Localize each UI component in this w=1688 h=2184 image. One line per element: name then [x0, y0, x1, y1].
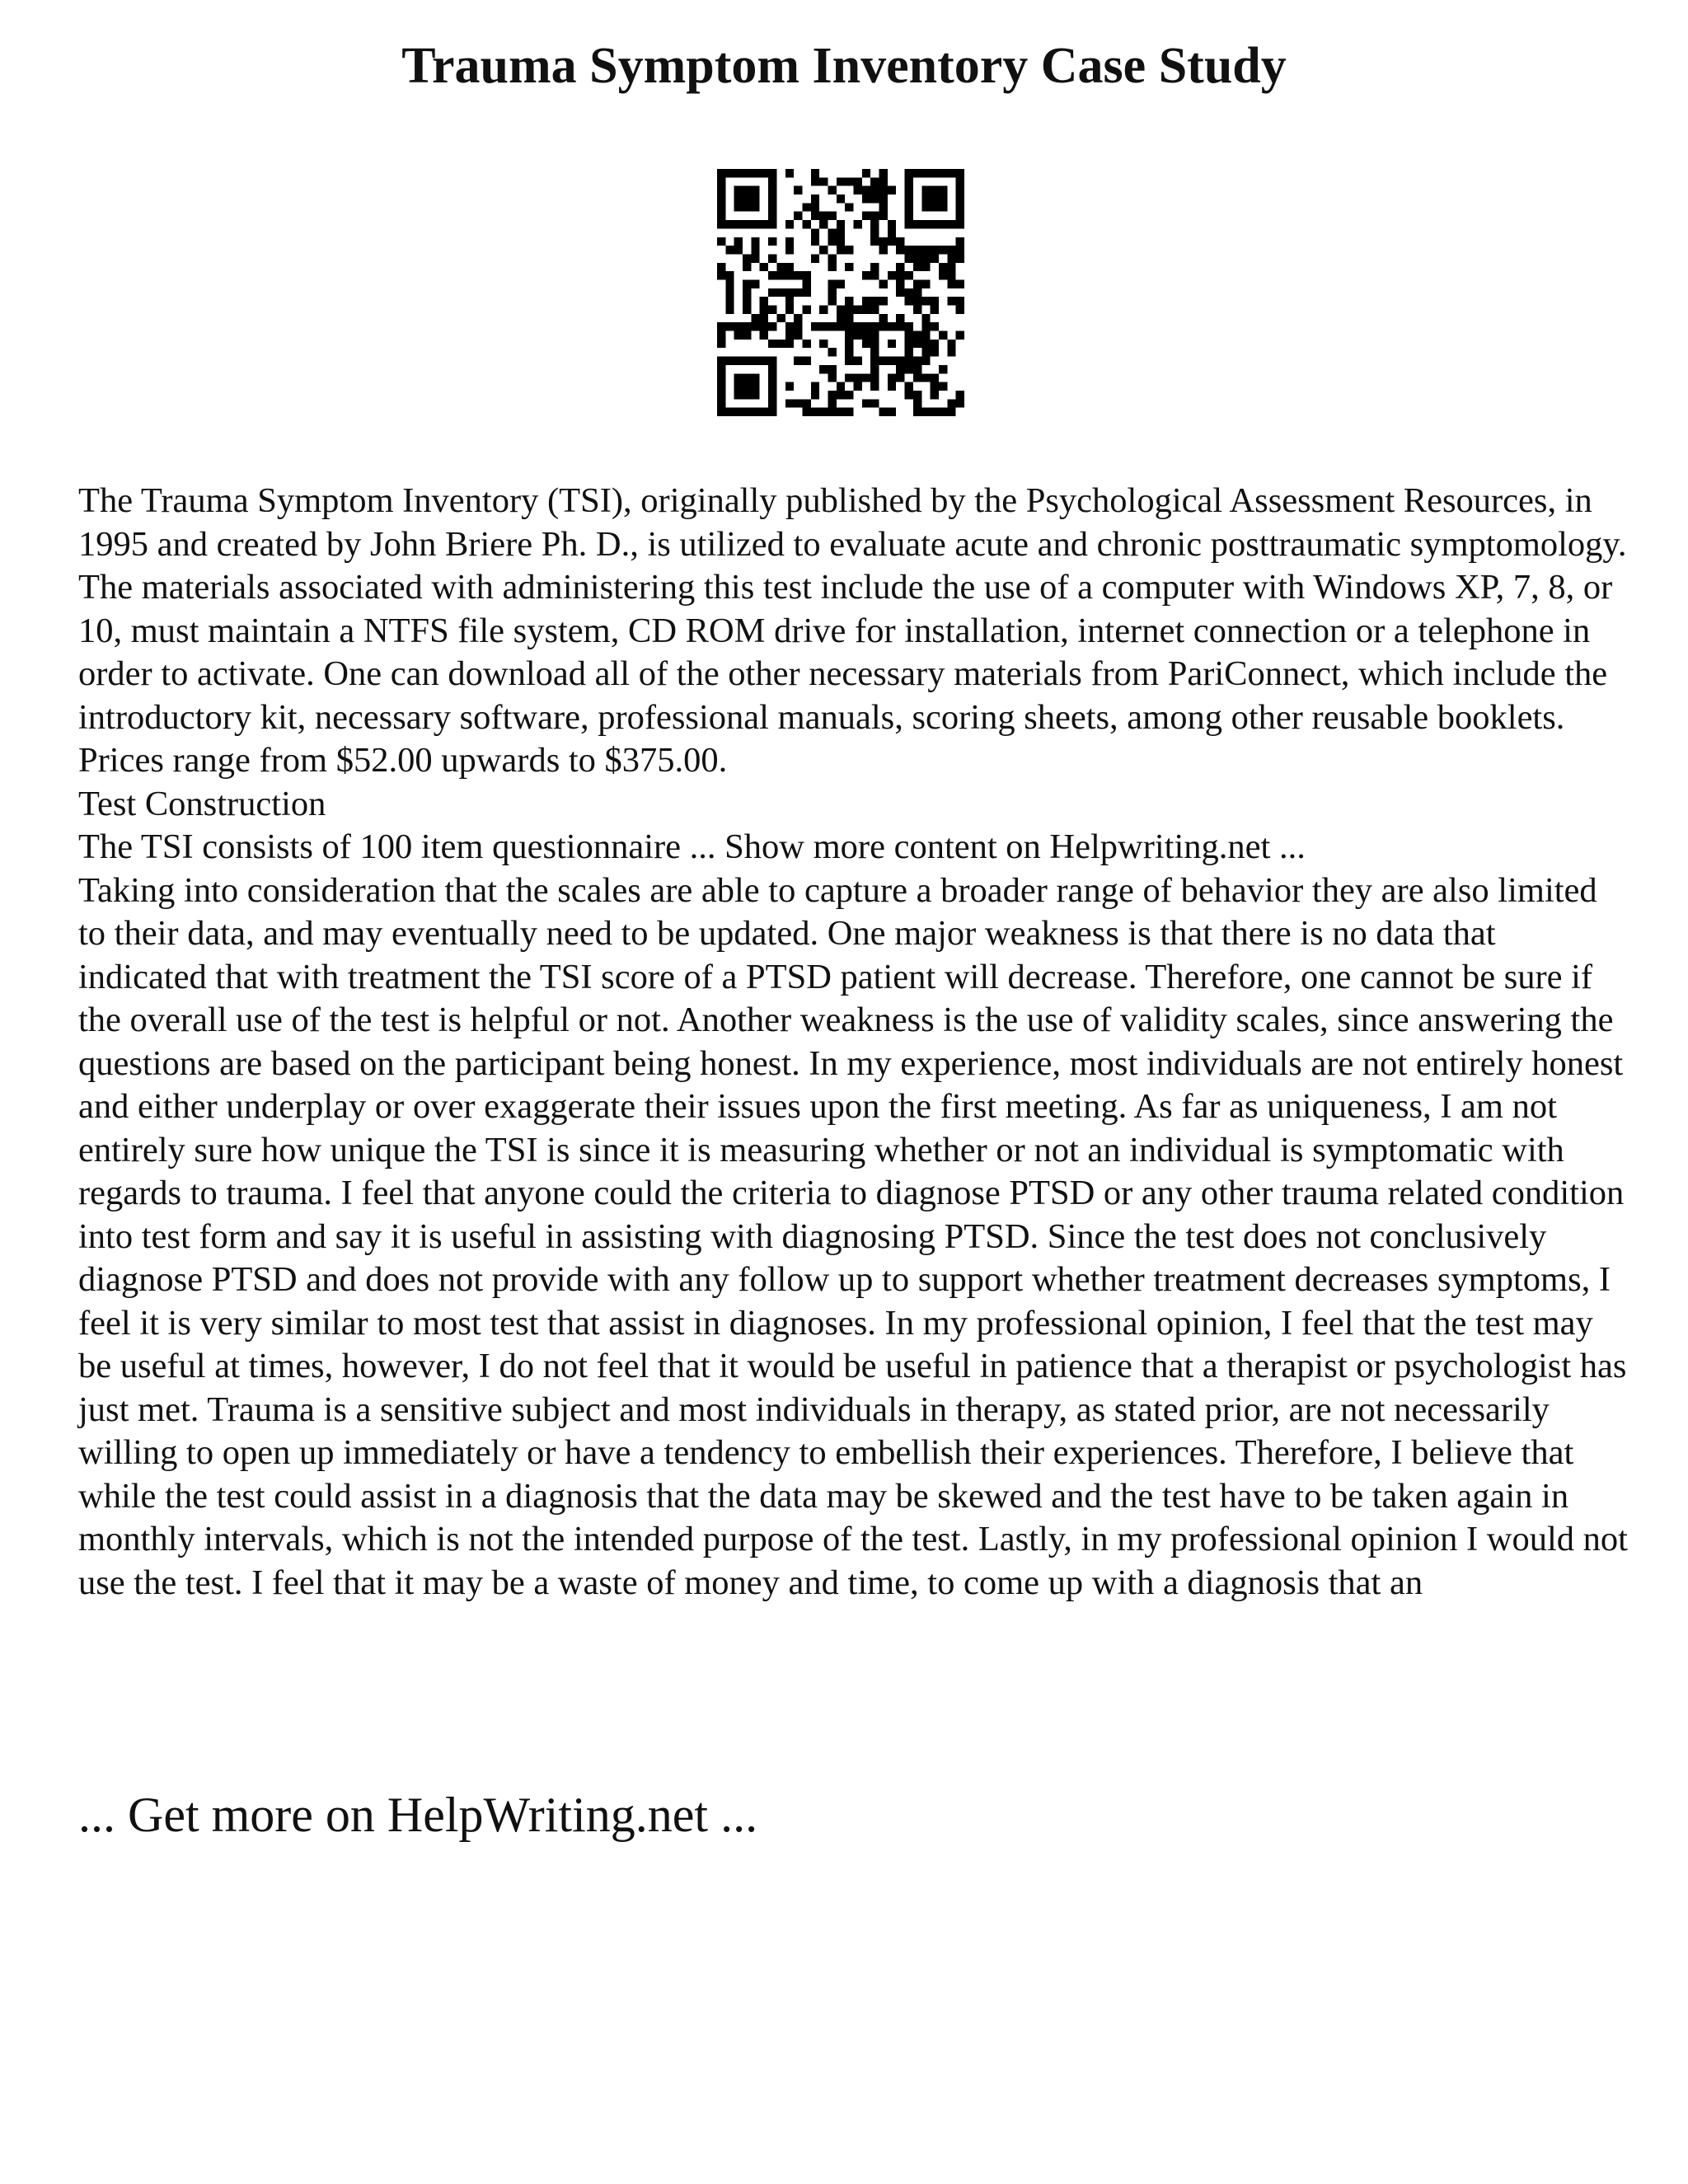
document-title: Trauma Symptom Inventory Case Study	[401, 38, 1287, 94]
qr-code-icon	[717, 169, 964, 416]
article-body	[78, 480, 1628, 1605]
intro-paragraph: The Trauma Symptom Inventory (TSI), originally published by the Psychological Assessment Resources, in 1995 and created by John Briere Ph. D., is utilized to evaluate acute and chronic posttraumatic symptomology. The materials associated with administering this test include the use of a computer with Windows XP, 7, 8, or 10, must maintain a NTFS file system, CD ROM drive for installation, internet connection or a telephone in order to activate. One can download all of the other necessary materials from PariConnect, which include the introductory kit, necessary software, professional manuals, scoring sheets, among other reusable booklets. Prices range from $52.00 upwards to $375.00.	[78, 481, 1627, 780]
get-more-link[interactable]: ... Get more on HelpWriting.net ...	[78, 1788, 758, 1842]
section-heading-test-construction: Test Construction	[78, 784, 326, 823]
evaluation-paragraph: Taking into consideration that the scales are able to capture a broader range of behavior they are also limited to their data, and may eventually need to be updated. One major weakness is that there is no data that indicated that with treatment the TSI score of a PTSD patient will decrease. Therefore, one cannot be sure if the overall use of the test is helpful or not. Another weakness is the use of validity scales, since answering the questions are based on the participant being honest. In my experience, most individuals are not entirely honest and either underplay or over exaggerate their issues upon the first meeting. As far as uniqueness, I am not entirely sure how unique the TSI is since it is measuring whether or not an individual is symptomatic with regards to trauma. I feel that anyone could the criteria to diagnose PTSD or any other trauma related condition into test form and say it is useful in assisting with diagnosing PTSD. Since the test does not conclusively diagnose PTSD and does not provide with any follow up to support whether treatment decreases symptoms, I feel it is very similar to most test that assist in diagnoses. In my professional opinion, I feel that the test may be useful at times, however, I do not feel that it would be useful in patience that a therapist or psychologist has just met. Trauma is a sensitive subject and most individuals in therapy, as stated prior, are not necessarily willing to open up immediately or have a tendency to embellish their experiences. Therefore, I believe that while the test could assist in a diagnosis that the data may be skewed and the test have to be taken again in monthly intervals, which is not the intended purpose of the test. Lastly, in my professional opinion I would not use the test. I feel that it may be a waste of money and time, to come up with a diagnosis that an	[78, 870, 1628, 1602]
truncated-paragraph: The TSI consists of 100 item questionnaire ... Show more content on Helpwriting.net ...	[78, 827, 1306, 866]
